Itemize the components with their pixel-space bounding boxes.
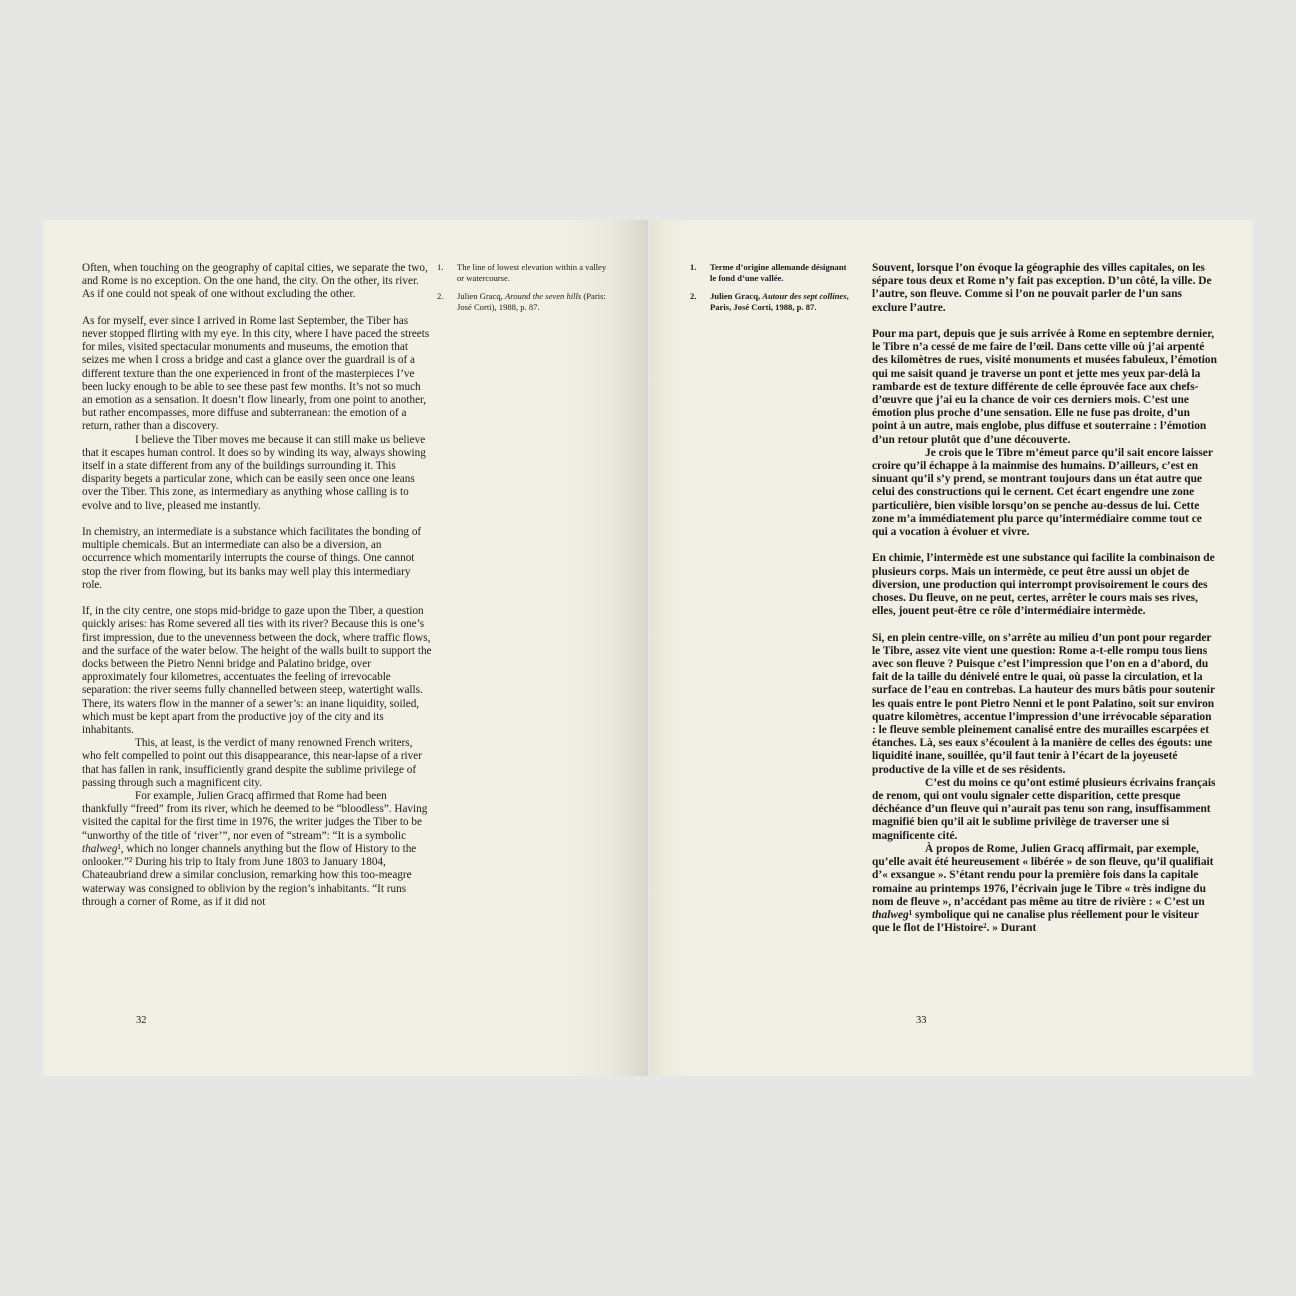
right-body-text: [872, 262, 1218, 935]
footnote-part: , Paris, José Corti, 1988, p. 87.: [710, 291, 849, 312]
paragraph: Souvent, lorsque l’on évoque la géographie des villes capitales, on les sépare tous deux et Rome n’y fait pas exception. D’un côté, la ville. De l’autre, son fleuve. Comme si l’on ne pouvait parler de l’un sans exclure l’autre.: [872, 262, 1212, 314]
book-spread: [43, 220, 1253, 1076]
footnote-number: 2.: [437, 291, 444, 302]
paragraph: Si, en plein centre-ville, on s’arrête au milieu d’un pont pour regarder le Tibre, assez vite vient une question: Rome a-t-elle rompu tous liens avec son fleuve ? Puisque c’est l’impression que l’on en a d’abord, du fait de la taille du dénivelé entre le quai, où passe la circulation, et la surface de l’eau en contrebas. La hauteur des murs bâtis pour soutenir les quais entre le pont Pietro Nenni et le pont Palatino, soit sur environ quatre kilomètres, accentue l’impression d’une irrévocable séparation : le fleuve semble pleinement canalisé entre des murailles escarpées et étanches. Là, ses eaux s’écoulent à la manière de celles des égouts: une liquidité inane, souillée, qu’il faut tenir à l’écart de la joyeuseté productive de la ville et de ses résidents.: [872, 631, 1215, 776]
footnote-text: [710, 291, 850, 312]
left-footnotes: [437, 262, 607, 320]
paragraph: C’est du moins ce qu’ont estimé plusieurs écrivains français de renom, qui ont voulu signaler cette disparition, cette presque déchéance d’un fleuve qui n’aurait pas tenu son rang, insuffisamment magnifié bien qu’il ait le sublime privilège de traverser une si magnificente cité.: [872, 776, 1216, 842]
paragraph: Often, when touching on the geography of capital cities, we separate the two, and Rome is no exception. On the one hand, the city. On the other, its river. As if one could not speak of one without excluding the other.: [82, 262, 428, 301]
footnote: [437, 291, 607, 312]
footnote-part: Julien Gracq,: [457, 291, 505, 302]
footnote: [690, 291, 850, 312]
footnote-part: (Paris: José Corti), 1988, p. 87.: [457, 291, 606, 312]
footnote-text: The line of lowest elevation within a valley or watercourse.: [457, 262, 607, 283]
footnote-number: 1.: [690, 262, 697, 272]
left-page: [43, 220, 648, 1076]
footnote: [690, 262, 850, 283]
footnote-part: Julien Gracq,: [710, 291, 763, 302]
footnote-text: Terme d’origine allemande désignant le fond d’une vallée.: [710, 262, 847, 283]
paragraph-part: For example, Julien Gracq affirmed that Rome had been thankfully “freed” from its river, which he deemed to be “bloodless”. Having visited the capital for the first time in 1976, the writer judges the Tiber to be “unworthy of the title of ‘river’”, nor even of “stream”: “It is a symbolic: [82, 790, 428, 842]
paragraph: [872, 843, 1218, 935]
paragraph-part: ¹, which no longer channels anything but the flow of History to the onlooker.”² During his trip to Italy from June 1803 to January 1804, Chateaubriand drew a similar conclusion, remarking how this too-meagre waterway was consigned to oblivion by the region’s inhabitants. “It runs through a corner of Rome, as if it did not: [82, 842, 417, 908]
italic-term: thalweg: [872, 908, 909, 921]
paragraph: Je crois que le Tibre m’émeut parce qu’il sait encore laisser croire qu’il échappe à la mainmise des humains. D’ailleurs, c’est en sinuant qu’il s’y prend, se montrant toujours dans un état autre que celui des constructions qui le cernent. Cet écart engendre une zone particulière, bien visible lorsqu’on se penche au-dessus de lui. Cette zone m’a immédiatement plu parce qu’intermédiaire comme tout ce qui a vocation à évoluer et vivre.: [872, 446, 1213, 539]
right-footnotes: [690, 262, 850, 320]
footnote-number: 1.: [437, 262, 444, 272]
paragraph: If, in the city centre, one stops mid-bridge to gaze upon the Tiber, a question quickly arises: has Rome severed all ties with its river? Because this is one’s first impression, due to the unevenness between the dock, where traffic flows, and the surface of the water below. The height of the walls built to support the docks between the Pietro Nenni bridge and Palatino bridge, over approximately four kilometres, accentuates the feeling of irrevocable separation: the river seems fully channelled between steep, watertight walls. There, its waters flow in the manner of a sewer’s: an inane liquidity, soiled, which must be kept apart from the productive joy of the city and its inhabitants.: [82, 605, 432, 737]
page-number: 33: [916, 1015, 927, 1026]
paragraph: As for myself, ever since I arrived in Rome last September, the Tiber has never stopped flirting with my eye. In this city, where I have paced the streets for miles, visited spectacular monuments and museums, the emotion that seizes me when I cross a bridge and cast a glance over the guardrail is of a different texture than the one experienced in front of the masterpieces I’ve been lucky enough to be able to see these past few months. It’s not so much an emotion as a sensation. It doesn’t flow linearly, from one point to another, but rather encompasses, more diffuse and subterranean: the emotion of a return, rather than a discovery.: [82, 314, 430, 433]
paragraph: This, at least, is the verdict of many renowned French writers, who felt compelled to point out this disappearance, this near-lapse of a river that has fallen in rank, insufficiently grand despite the sublime privilege of passing through such a magnificent city.: [82, 737, 422, 789]
footnote-text: [457, 291, 607, 312]
paragraph: En chimie, l’intermède est une substance qui facilite la combinaison de plusieurs corps. Mais un intermède, ce peut être aussi un objet de diversion, une production qui interrompt provisoirement le cours des choses. Du fleuve, on ne peut, certes, arrêter le cours mais ses rives, elles, jouent peut-être ce rôle d’intermédiaire intermède.: [872, 552, 1215, 618]
footnote-title: Around the seven hills: [504, 291, 582, 302]
footnote-number: 2.: [690, 291, 697, 302]
paragraph: Pour ma part, depuis que je suis arrivée à Rome en septembre dernier, le Tibre n’a cessé de me faire de l’œil. Dans cette ville où j’ai arpenté des kilomètres de rues, visité monuments et musées fabuleux, l’émotion qui me saisit quand je traverse un pont et jette mes yeux par-delà la rambarde est de texture différente de celle éprouvée face aux chefs-d’œuvre que j’ai eu la chance de voir ces derniers mois. C’est une émotion plus proche d’une sensation. Elle ne fuse pas droite, d’un point à un autre, mais englobe, plus diffuse et souterraine : l’émotion d’un retour plutôt que d’une découverte.: [872, 328, 1217, 446]
paragraph: In chemistry, an intermediate is a substance which facilitates the bonding of multiple chemicals. But an intermediate can also be a diversion, an occurrence which momentarily interrupts the course of things. One cannot stop the river from flowing, but its banks may well play this intermediary role.: [82, 526, 422, 591]
paragraph: [82, 790, 432, 909]
right-page: [650, 220, 1253, 1076]
italic-term: thalweg: [82, 842, 118, 855]
paragraph-part: À propos de Rome, Julien Gracq affirmait, par exemple, qu’elle avait été heureusement « libérée » de son fleuve, qu’il qualifiait d’« exsangue ». S’étant rendu pour la première fois dans la capitale romaine au printemps 1976, l’écrivain juge le Tibre « très indigne du nom de fleuve », n’accédant pas même au titre de rivière : « C’est un: [872, 842, 1214, 908]
page-number: 32: [136, 1015, 147, 1026]
footnote-title: Autour des sept collines: [762, 291, 847, 302]
paragraph-part: ¹ symbolique qui ne canalise plus réellement pour le visiteur que le flot de l’Histoire². » Durant: [872, 908, 1199, 935]
left-body-text: [82, 262, 432, 909]
footnote: [437, 262, 607, 283]
paragraph: I believe the Tiber moves me because it can still make us believe that it escapes human control. It does so by winding its way, always showing itself in a state different from any of the buildings surrounding it. This disparity begets a particular zone, which can be easily seen once one leans over the Tiber. This zone, as intermediary as anything whose calling is to evolve and to live, pleased me instantly.: [82, 433, 426, 512]
